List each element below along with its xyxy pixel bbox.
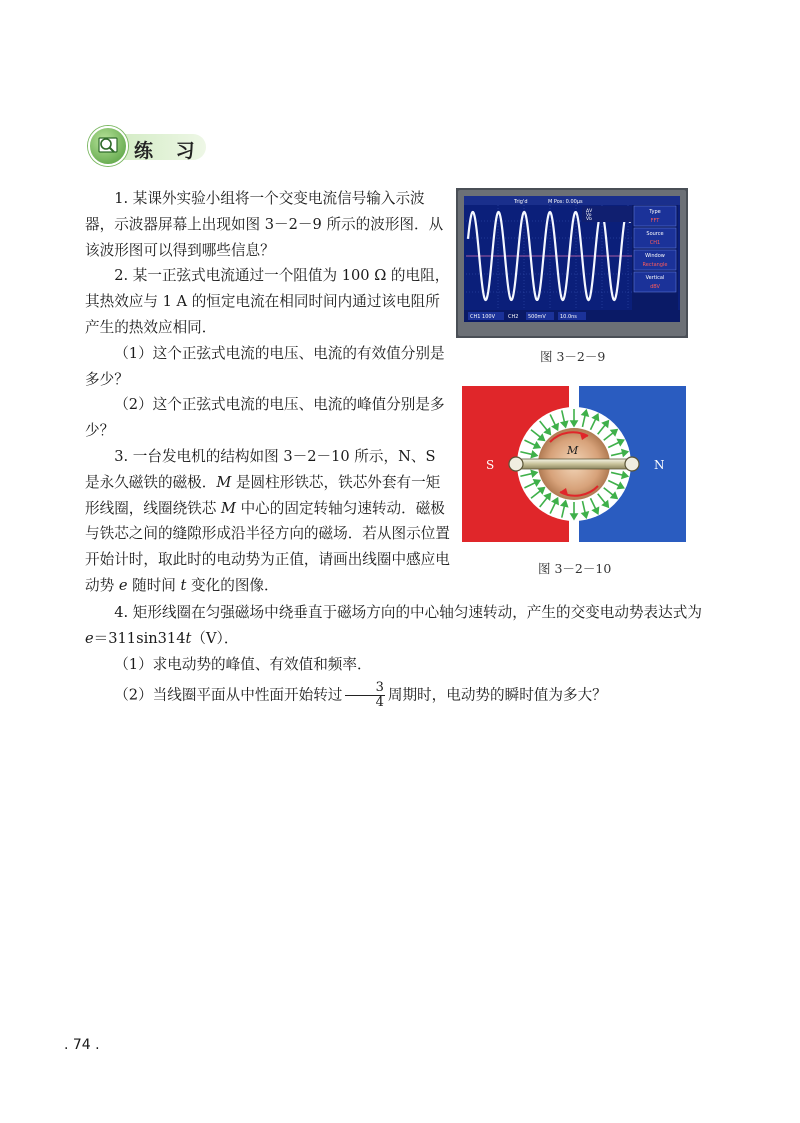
- q4-part2-text-a: （2）当线圈平面从中性面开始转过: [114, 686, 343, 704]
- q3-text-5: 变化的图像．: [186, 576, 279, 594]
- q4-formula-unit: （V）．: [191, 629, 239, 647]
- exercise-header: [88, 126, 206, 164]
- q4-text: 4. 矩形线圈在匀强磁场中绕垂直于磁场方向的中心轴匀速转动，产生的交变电动势表达式为: [114, 604, 702, 621]
- coil-end-right: [625, 457, 639, 471]
- q3-text-2: 是圆柱形铁芯，铁芯外套有一矩形线圈，线圈绕铁芯: [85, 473, 441, 517]
- question-4: [85, 600, 705, 652]
- question-2-part-2: （2）这个正弦式电流的电压、电流的峰值分别是多少？: [85, 396, 445, 440]
- core-label-m: M: [567, 444, 579, 457]
- status-time: 10.0ns: [560, 314, 577, 320]
- menu-source-value: CH1: [649, 240, 661, 246]
- figure-caption-2: 图 3－2－10: [538, 561, 612, 576]
- question-4-part-2: [85, 681, 705, 710]
- coil-end-left: [509, 457, 523, 471]
- q4-part2-text-b: 周期时，电动势的瞬时值为多大？: [387, 686, 607, 704]
- q3-text-4: 随时间: [127, 576, 181, 594]
- vo-label: Vo: [586, 213, 592, 218]
- trig-label: Trig'd: [514, 199, 528, 205]
- q3-symbol-t: t: [180, 576, 187, 594]
- question-1: 1. 某课外实验小组将一个交变电流信号输入示波器，示波器屏幕上出现如图 3－2－9 所示的波形图．从该波形图可以得到哪些信息？: [85, 190, 444, 259]
- menu-type-value: FFT: [650, 218, 660, 224]
- questions-column: [85, 186, 452, 599]
- question-2: 2. 某一正弦式电流通过一个阻值为 100 Ω 的电阻，其热效应与 1 A 的恒定电流在相同时间内通过该电阻所产生的热效应相同．: [85, 267, 450, 336]
- scope-status-bar: [468, 312, 586, 320]
- figure-caption-1: 图 3－2－9: [540, 349, 606, 364]
- coil-rod: [514, 459, 634, 469]
- menu-vertical-value: dBV: [650, 284, 660, 290]
- oscilloscope-figure: [456, 188, 688, 338]
- vb-label: Vb: [586, 217, 592, 222]
- header-title: 练 习: [134, 140, 203, 162]
- status-ch1: CH1 100V: [470, 314, 495, 320]
- q3-symbol-m-2: M: [220, 499, 236, 517]
- question-3: [85, 444, 452, 599]
- fraction-numerator: 3: [345, 681, 384, 696]
- menu-type: Type: [649, 209, 661, 215]
- q3-text-1: 3. 一台发电机的结构如图 3－2－10 所示，N、S 是永久磁铁的磁极．: [85, 447, 436, 491]
- question-2-part-1: （1）这个正弦式电流的电压、电流的有效值分别是多少？: [85, 344, 445, 388]
- position-label: M Pos: 0.00μs: [548, 199, 583, 205]
- q4-formula-e: e: [85, 629, 94, 647]
- delta-v-label: ΔV: [586, 209, 593, 214]
- q3-symbol-m: M: [216, 473, 232, 491]
- menu-source: Source: [646, 231, 664, 237]
- status-ch2: CH2: [508, 314, 519, 320]
- menu-window: Window: [645, 253, 665, 259]
- pole-label-n: N: [654, 458, 665, 472]
- pole-label-s: S: [486, 458, 495, 472]
- menu-window-value: Rectangle: [642, 262, 668, 268]
- question-4-block: [85, 600, 705, 710]
- generator-figure: [460, 384, 688, 544]
- question-4-part-1: （1）求电动势的峰值、有效值和频率．: [114, 655, 372, 673]
- menu-vertical: Vertical: [645, 275, 665, 281]
- status-volts: 500mV: [528, 314, 546, 320]
- fraction: [345, 681, 384, 710]
- q3-symbol-e: e: [118, 576, 128, 594]
- q4-formula-t: t: [185, 629, 192, 647]
- magnifier-icon: [88, 126, 128, 166]
- page-number: . 74 .: [64, 1037, 100, 1053]
- q4-formula: ＝311sin314: [93, 629, 186, 647]
- q3-text-3: 中心的固定转轴匀速转动．磁极与铁芯之间的缝隙形成沿半径方向的磁场．若从图示位置开始计时，取此时的电动势为正值，请画出线圈中感应电动势: [85, 499, 450, 594]
- fraction-denominator: 4: [375, 695, 384, 711]
